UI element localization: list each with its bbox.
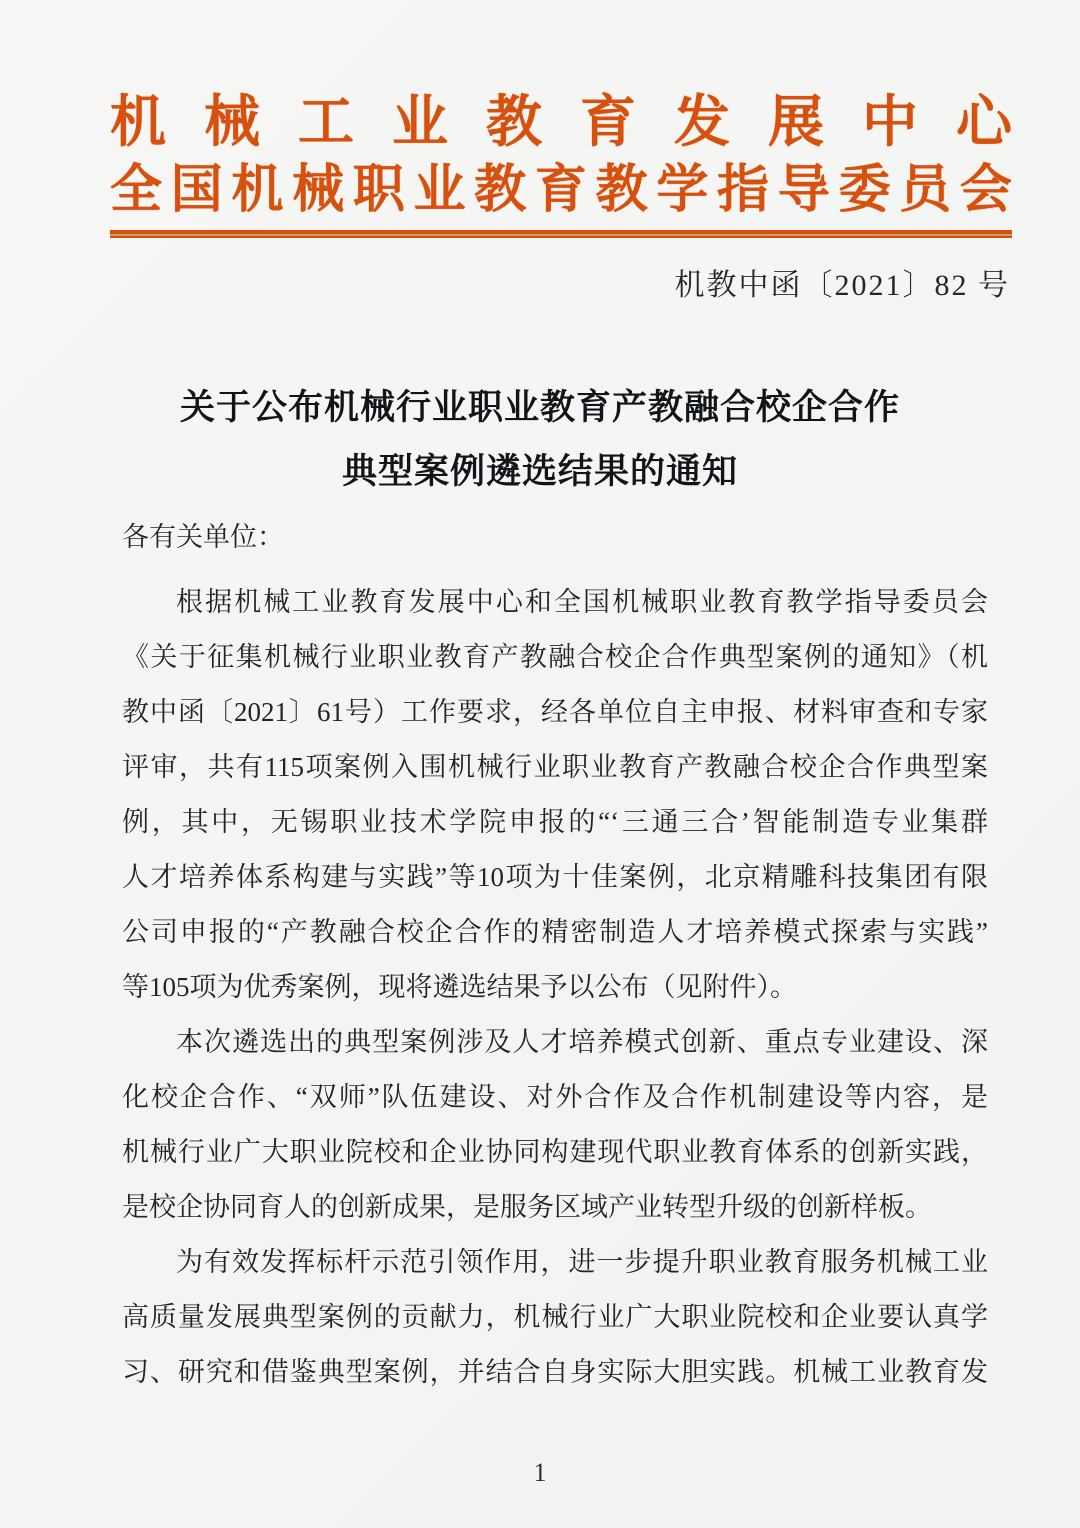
- body-line: 《关于征集机械行业职业教育产教融合校企合作典型案例的通知》（机: [122, 642, 988, 672]
- document-title-line-2: 典型案例遴选结果的通知: [341, 452, 738, 491]
- body-line: 是校企协同育人的创新成果，是服务区域产业转型升级的创新样板。: [122, 1192, 932, 1222]
- document-title: [0, 376, 1080, 504]
- org-name-line-1: [110, 92, 1012, 154]
- letterhead: [110, 92, 1012, 220]
- org-name-char: 教: [474, 162, 527, 219]
- org-name-char: 会: [959, 162, 1012, 219]
- org-name-char: 业: [413, 162, 466, 219]
- org-name-char: 委: [838, 162, 891, 219]
- body-line: 公司申报的“产教融合校企合作的精密制造人才培养模式探索与实践”: [122, 917, 988, 947]
- org-name-char: 机: [231, 162, 284, 219]
- body-line: 化校企合作、“双师”队伍建设、对外合作及合作机制建设等内容，是: [122, 1082, 988, 1112]
- document-number: 机教中函〔2021〕82 号: [674, 269, 1010, 302]
- org-name-char: 械: [292, 162, 345, 219]
- body-line: 习、研究和借鉴典型案例，并结合自身实际大胆实践。机械工业教育发: [122, 1357, 988, 1387]
- org-name-char: 育: [534, 162, 587, 219]
- org-name-char: 职: [352, 162, 405, 219]
- body-line: 例，其中，无锡职业技术学院申报的“‘三通三合’智能制造专业集群: [122, 807, 988, 837]
- document-body: [122, 510, 988, 1400]
- paragraph: [122, 1235, 988, 1400]
- body-line: 本次遴选出的典型案例涉及人才培养模式创新、重点专业建设、深: [176, 1027, 988, 1057]
- body-line: 根据机械工业教育发展中心和全国机械职业教育教学指导委员会: [176, 587, 988, 617]
- org-name-char: 机: [110, 92, 166, 154]
- org-name-char: 员: [899, 162, 952, 219]
- page-number: 1: [533, 1458, 547, 1487]
- body-line: 等105项为优秀案例，现将遴选结果予以公布（见附件）。: [122, 972, 797, 1002]
- org-name-char: 中: [862, 92, 918, 154]
- paragraph: [122, 575, 988, 1015]
- org-name-char: 教: [595, 162, 648, 219]
- org-name-char: 工: [298, 92, 354, 154]
- body-line: 人才培养体系构建与实践”等10项为十佳案例，北京精雕科技集团有限: [122, 862, 988, 892]
- document-title-line-1: 关于公布机械行业职业教育产教融合校企合作: [179, 388, 900, 427]
- org-name-char: 械: [204, 92, 260, 154]
- org-name-char: 导: [777, 162, 830, 219]
- org-name-char: 全: [110, 162, 163, 219]
- org-name-char: 国: [170, 162, 223, 219]
- letterhead-divider-rule: [110, 230, 1012, 238]
- body-line: 高质量发展典型案例的贡献力，机械行业广大职业院校和企业要认真学: [122, 1302, 988, 1332]
- body-line: 教中函〔2021〕61号）工作要求，经各单位自主申报、材料审查和专家: [122, 697, 988, 727]
- org-name-char: 育: [580, 92, 636, 154]
- body-line: 为有效发挥标杆示范引领作用，进一步提升职业教育服务机械工业: [176, 1247, 988, 1277]
- body-line: 评审，共有115项案例入围机械行业职业教育产教融合校企合作典型案: [122, 752, 988, 782]
- salutation: 各有关单位：: [122, 522, 284, 552]
- org-name-char: 心: [956, 92, 1012, 154]
- org-name-char: 指: [717, 162, 770, 219]
- org-name-char: 业: [392, 92, 448, 154]
- body-line: 机械行业广大职业院校和企业协同构建现代职业教育体系的创新实践，: [122, 1137, 988, 1167]
- paragraph: [122, 1015, 988, 1235]
- org-name-char: 展: [768, 92, 824, 154]
- org-name-char: 发: [674, 92, 730, 154]
- org-name-line-2: [110, 162, 1012, 220]
- org-name-char: 学: [656, 162, 709, 219]
- org-name-char: 教: [486, 92, 542, 154]
